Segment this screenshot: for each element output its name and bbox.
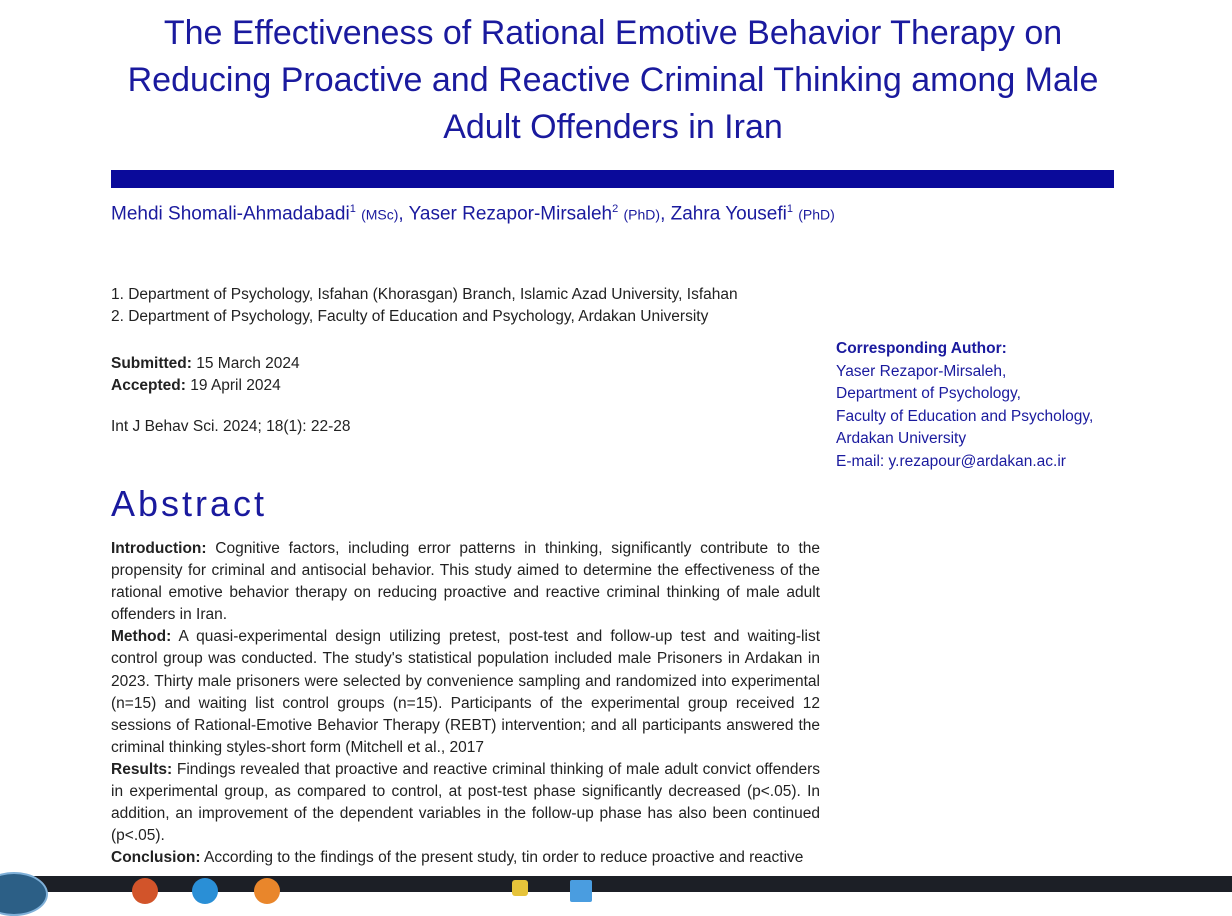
section-label: Conclusion: — [111, 849, 201, 867]
author-separator: , — [660, 203, 666, 225]
author-separator: , — [398, 203, 404, 225]
affiliation-item: 2. Department of Psychology, Faculty of Education and Psychology, Ardakan University — [111, 308, 709, 325]
browser-icon[interactable] — [132, 878, 158, 904]
abstract-body — [111, 538, 820, 869]
author-name: Zahra Yousefi — [670, 203, 787, 225]
accepted-label: Accepted: — [111, 377, 186, 394]
submission-dates — [111, 353, 300, 397]
paper-title: The Effectiveness of Rational Emotive Behavior Therapy on Reducing Proactive and Reactive Criminal Thinking among Male Adult Offenders in Iran — [127, 14, 1099, 146]
author-affiliation-sup: 1 — [349, 203, 356, 215]
author-degree: (PhD) — [623, 206, 661, 223]
author-name: Mehdi Shomali-Ahmadabadi — [111, 203, 350, 225]
firefox-icon[interactable] — [254, 878, 280, 904]
submitted-line — [111, 353, 300, 375]
submitted-value: 15 March 2024 — [196, 355, 300, 372]
author-affiliation-sup: 1 — [786, 203, 793, 215]
abstract-conclusion — [111, 847, 820, 869]
title-rule — [111, 170, 1114, 188]
affiliation-item: 1. Department of Psychology, Isfahan (Khorasgan) Branch, Islamic Azad University, Isfahan — [111, 286, 738, 303]
corresponding-line: Faculty of Education and Psychology, — [836, 407, 1094, 425]
corresponding-line: Department of Psychology, — [836, 385, 1021, 402]
corresponding-line: Yaser Rezapor-Mirsaleh, — [836, 362, 1007, 380]
section-label: Results: — [111, 760, 173, 778]
section-text: Cognitive factors, including error patterns in thinking, significantly contribute to the propensity for criminal and antisocial behavior. This study aimed to determine the effectiveness of the rational emotive behavior therapy on reducing proactive and reactive criminal thinking of male adult offenders in Iran. — [111, 540, 820, 624]
submitted-label: Submitted: — [111, 355, 192, 372]
section-text: Findings revealed that proactive and reactive criminal thinking of male adult convict offenders in experimental group, as compared to control, at post-test phase significantly decreased (p<.05). In addition, an improvement of the dependent variables in the follow-up phase has also been continued (p<.05). — [111, 760, 820, 845]
accepted-value: 19 April 2024 — [190, 377, 281, 394]
window-icon[interactable] — [570, 880, 592, 902]
section-label: Introduction: — [111, 540, 207, 557]
abstract-heading: Abstract — [111, 483, 268, 524]
affiliations — [111, 284, 738, 328]
author-degree: (MSc) — [361, 206, 399, 223]
corresponding-author — [836, 338, 1093, 473]
start-orb-icon[interactable] — [0, 872, 48, 916]
abstract-results — [111, 759, 820, 847]
taskbar — [0, 876, 1232, 892]
journal-citation: Int J Behav Sci. 2024; 18(1): 22-28 — [111, 418, 351, 435]
pin-icon[interactable] — [512, 880, 528, 896]
author-affiliation-sup: 2 — [612, 203, 619, 215]
abstract-method — [111, 626, 820, 759]
section-text: A quasi-experimental design utilizing pretest, post-test and follow-up test and waiting-list control group was conducted. The study's statistical population included male Prisoners in Ardakan in 2023. Thirty male prisoners were selected by convenience sampling and randomized into experimental (n=15) and waiting list control groups (n=15). Participants of the experimental group received 12 sessions of Rational-Emotive Behavior Therapy (REBT) intervention; and all participants answered the criminal thinking styles-short form (Mitchell et al., 2017 — [111, 628, 820, 756]
corresponding-label: Corresponding Author: — [836, 340, 1007, 357]
section-text: According to the findings of the present study, tin order to reduce proactive and reactive — [200, 849, 804, 867]
abstract-introduction — [111, 538, 820, 626]
edge-icon[interactable] — [192, 878, 218, 904]
accepted-line — [111, 375, 300, 397]
author-list — [111, 203, 835, 225]
section-label: Method: — [111, 628, 172, 646]
corresponding-line: Ardakan University — [836, 430, 967, 447]
author-name: Yaser Rezapor-Mirsaleh — [408, 203, 613, 225]
corresponding-email[interactable]: E-mail: y.rezapour@ardakan.ac.ir — [836, 452, 1066, 470]
author-degree: (PhD) — [798, 206, 835, 223]
